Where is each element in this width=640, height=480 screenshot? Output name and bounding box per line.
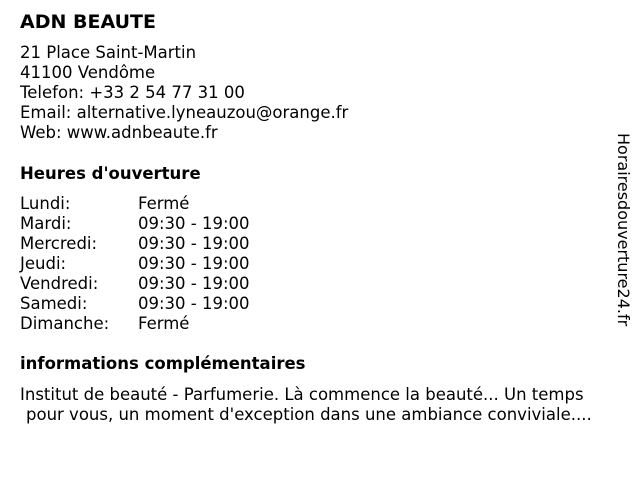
time-value: Fermé: [138, 314, 190, 333]
phone-number: Telefon: +33 2 54 77 31 00: [20, 83, 245, 102]
time-value: 09:30 - 19:00: [138, 294, 250, 313]
email-address: Email: alternative.lyneauzou@orange.fr: [20, 103, 349, 122]
time-value: 09:30 - 19:00: [138, 254, 250, 273]
street-address: 21 Place Saint-Martin: [20, 43, 197, 62]
info-heading: informations complémentaires: [20, 354, 306, 373]
day-label: Mercredi:: [20, 234, 98, 253]
hours-row-dimanche: [20, 314, 320, 334]
site-watermark: Horairesdouverture24.fr: [614, 133, 633, 327]
info-line-1: Institut de beauté - Parfumerie. Là commence la beauté... Un temps: [20, 385, 584, 404]
day-label: Jeudi:: [20, 254, 67, 273]
info-description: [20, 385, 626, 425]
business-name: ADN BEAUTE: [20, 11, 156, 33]
hours-heading: Heures d'ouverture: [20, 164, 201, 183]
city-address: 41100 Vendôme: [20, 63, 156, 82]
hours-row-mercredi: [20, 234, 320, 254]
day-label: Dimanche:: [20, 314, 110, 333]
hours-row-samedi: [20, 294, 320, 314]
hours-row-vendredi: [20, 274, 320, 294]
hours-row-jeudi: [20, 254, 320, 274]
time-value: 09:30 - 19:00: [138, 234, 250, 253]
address-block: [20, 43, 348, 143]
info-line-2: pour vous, un moment d'exception dans une ambiance conviviale....: [26, 405, 592, 424]
website: Web: www.adnbeaute.fr: [20, 123, 218, 142]
time-value: Fermé: [138, 194, 190, 213]
day-label: Vendredi:: [20, 274, 99, 293]
time-value: 09:30 - 19:00: [138, 214, 250, 233]
time-value: 09:30 - 19:00: [138, 274, 250, 293]
hours-row-lundi: [20, 194, 320, 214]
day-label: Mardi:: [20, 214, 72, 233]
day-label: Lundi:: [20, 194, 71, 213]
hours-row-mardi: [20, 214, 320, 234]
day-label: Samedi:: [20, 294, 88, 313]
hours-table: [20, 194, 320, 334]
